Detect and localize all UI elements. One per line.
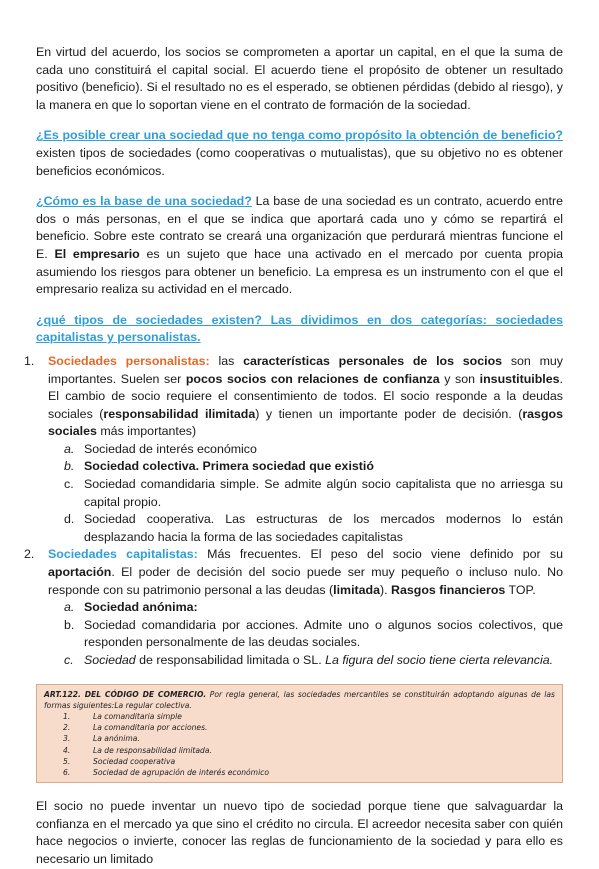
list-item: [36, 599, 563, 617]
item-text: TOP.: [505, 582, 536, 597]
box-item-text: La comanditaria simple: [93, 712, 182, 721]
item-bold: insustituibles: [479, 371, 560, 386]
answer-base-text: La base de una sociedad es un contrato, acuerdo entre dos o más personas, en el que se indica que aportará cada uno y cómo se repartirá el beneficio. Sobre este contrato se creará una organización que perdurará mientras funcione el E.: [36, 194, 563, 261]
answer-benefit: existen tipos de sociedades (como cooperativas o mutualistas), que su objetivo no es obtener beneficios económicos.: [36, 145, 563, 178]
item-bold: características personales de los socios: [243, 353, 503, 368]
box-item-number: 1.: [63, 712, 71, 721]
box-item-number: 3.: [63, 734, 71, 744]
item-text: más importantes): [96, 424, 197, 439]
item-bold: Rasgos financieros: [391, 582, 506, 597]
list-letter: c.: [64, 653, 74, 667]
item-personalistas: [24, 353, 563, 441]
answer-base-text-2: es un sujeto que hace una activado en el mercado por cuenta propia asumiendo los riesgos para obtener un beneficio. La empresa es un instrumento con el que el empresario realiza su actividad en el mercado.: [36, 246, 563, 297]
list-letter: c.: [64, 477, 74, 492]
item-bold: rasgos sociales: [48, 406, 563, 439]
codigo-comercio-box: [36, 684, 563, 784]
box-item-number: 5.: [63, 756, 71, 766]
question-base-paragraph: [36, 193, 563, 299]
list-letter: a.: [64, 600, 75, 615]
list-item: [36, 458, 563, 476]
list-text: Sociedad colectiva. Primera sociedad que existió: [84, 459, 374, 474]
list-text: Sociedad comandidaria por acciones. Admite uno o algunos socios colectivos, que responden personalmente de las deudas sociales.: [84, 617, 563, 650]
box-item-text: Sociedad cooperativa: [93, 756, 176, 766]
list-text: de responsabilidad limitada o SL.: [135, 653, 326, 667]
list-letter: a.: [64, 441, 75, 456]
box-item-number: 2.: [63, 723, 71, 733]
box-item-text: Sociedad de agrupación de interés económico: [93, 768, 269, 778]
list-text: Sociedad cooperativa. Las estructuras de los mercados modernos lo están desplazando hacia la forma de las sociedades capitalistas: [84, 512, 563, 544]
closing-paragraph: El socio no puede inventar un nuevo tipo de sociedad porque tiene que salvaguardar la confianza en el mercado ya que sino el crédito no circula. El acreedor necesita saber con quién hace negocios o invierte, conocer las reglas de funcionamiento de la sociedad y para ello es necesario un limitado: [36, 799, 563, 866]
personalistas-sublist: [36, 441, 563, 547]
list-item: [36, 652, 563, 670]
question-benefit-paragraph: [36, 127, 563, 180]
list-item: [36, 617, 563, 652]
box-heading-text: Por regla general, las sociedades mercantiles se constituirán adoptando algunas de las formas siguientes:La regular colectiva.: [44, 689, 556, 710]
question-types-paragraph: [36, 312, 563, 347]
question-types: ¿qué tipos de sociedades existen? Las dividimos en dos categorías: sociedades capitalistas y personalistas.: [36, 312, 563, 345]
list-letter: b.: [64, 459, 75, 474]
box-list-item: [44, 722, 555, 733]
box-item-number: 6.: [63, 768, 71, 778]
item-text: Más frecuentes. El peso del socio viene definido por su: [197, 547, 564, 562]
box-heading: [44, 689, 555, 711]
item-capitalistas: [24, 546, 564, 599]
item-bold: responsabilidad ilimitada: [103, 406, 256, 421]
item-bold: pocos socios con relaciones de confianza: [185, 371, 440, 386]
list-letter: b.: [64, 617, 75, 632]
list-text: Sociedad de interés económico: [84, 441, 257, 456]
list-letter: d.: [64, 512, 75, 527]
document-page: [24, 44, 564, 869]
item-title: Sociedades capitalistas:: [48, 547, 198, 562]
intro-paragraph: En virtud del acuerdo, los socios se comprometen a aportar un capital, en el que la suma de cada uno constituirá el capital social. El acuerdo tiene el propósito de obtener un resultado positivo (beneficio). Si el resultado no es el esperado, se obtienen pérdidas (debido al riesgo), y la manera en que lo soportan viene en el contrato de formación de la sociedad.: [36, 45, 563, 112]
item-bold: limitada: [333, 582, 380, 597]
item-title: Sociedades personalistas:: [48, 353, 210, 368]
box-item-text: La de responsabilidad limitada.: [93, 745, 212, 755]
item-text: ) y tienen un importante poder de decisión. (: [255, 406, 523, 421]
box-list-item: [44, 711, 555, 722]
box-list-item: [44, 756, 555, 767]
list-item: [36, 441, 563, 459]
list-text: La figura del socio tiene cierta relevancia.: [325, 653, 554, 667]
box-list-item: [44, 733, 555, 744]
box-list-item: [44, 745, 555, 756]
item-bold: aportación: [48, 565, 112, 580]
list-text: Sociedad comandidaria simple. Se admite algún socio capitalista que no arriesga su capital propio.: [84, 477, 563, 509]
box-item-number: 4.: [63, 745, 71, 755]
item-number: 1.: [24, 353, 35, 368]
item-text: . El cambio de socio requiere el consentimiento de todos. El socio responde a la deudas sociales (: [48, 371, 563, 421]
item-text: son muy importantes. Suelen ser: [48, 353, 563, 386]
list-text: Sociedad: [84, 653, 136, 667]
item-text: las: [209, 353, 244, 368]
list-item: [36, 476, 563, 511]
capitalistas-sublist: [36, 599, 563, 669]
box-item-text: La anónima.: [93, 734, 140, 744]
box-list-item: [44, 767, 555, 778]
item-text: . El poder de decisión del socio puede ser muy pequeño o incluso nulo. No responde con su patrimonio personal a las deudas (: [48, 565, 563, 597]
question-benefit: ¿Es posible crear una sociedad que no tenga como propósito la obtención de beneficio?: [36, 128, 563, 143]
box-list: [44, 711, 555, 778]
empresario-term: El empresario: [54, 246, 140, 261]
item-text: ).: [380, 582, 392, 597]
question-base: ¿Cómo es la base de una sociedad?: [36, 194, 252, 209]
box-item-text: La comanditaria por acciones.: [93, 723, 208, 733]
item-number: 2.: [24, 547, 35, 562]
item-text: y son: [439, 371, 480, 386]
list-text: Sociedad anónima:: [84, 600, 198, 615]
list-item: [36, 511, 563, 546]
box-article-title: ART.122. DEL CÓDIGO DE COMERCIO.: [44, 689, 207, 699]
